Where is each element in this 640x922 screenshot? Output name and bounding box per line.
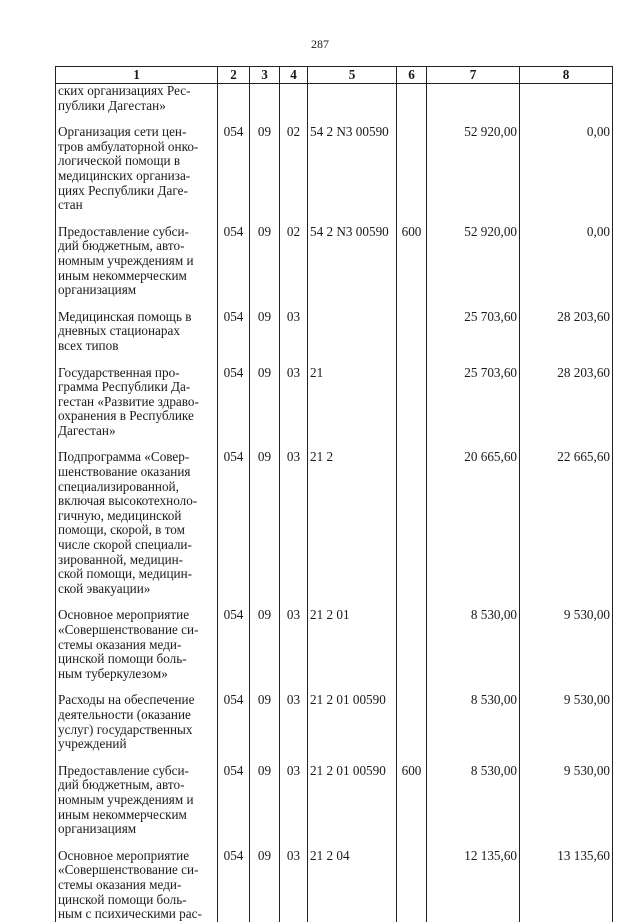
name-line: шенствование оказания	[58, 464, 191, 480]
table-row	[56, 693, 613, 751]
column-header: 3	[250, 67, 280, 84]
name-line: тров амбулаторной онко-	[58, 138, 199, 154]
cell-amount-year2: 9 530,00	[520, 764, 613, 837]
spacer-cell	[308, 752, 397, 764]
spacer-cell	[250, 837, 280, 849]
column-header: 5	[308, 67, 397, 84]
cell-expense-type: 600	[397, 764, 427, 837]
row-spacer	[56, 298, 613, 310]
name-line: ным туберкулезом»	[58, 665, 168, 681]
cell-section: 09	[250, 125, 280, 213]
name-line: охранения в Республике	[58, 408, 194, 424]
spacer-cell	[520, 113, 613, 125]
spacer-cell	[218, 837, 250, 849]
cell-amount-year2: 0,00	[520, 125, 613, 213]
spacer-cell	[397, 354, 427, 366]
spacer-cell	[397, 596, 427, 608]
cell-amount-year1	[427, 84, 520, 114]
row-spacer	[56, 596, 613, 608]
spacer-cell	[56, 113, 218, 125]
cell-admin-code: 054	[218, 693, 250, 751]
name-line: дий бюджетным, авто-	[58, 777, 185, 793]
cell-expense-type	[397, 608, 427, 681]
name-line: всех типов	[58, 337, 119, 353]
spacer-cell	[280, 438, 308, 450]
spacer-cell	[520, 752, 613, 764]
spacer-cell	[397, 837, 427, 849]
cell-admin-code: 054	[218, 764, 250, 837]
table-row	[56, 450, 613, 596]
spacer-cell	[56, 354, 218, 366]
cell-section: 09	[250, 693, 280, 751]
spacer-cell	[218, 596, 250, 608]
spacer-cell	[427, 354, 520, 366]
spacer-cell	[520, 596, 613, 608]
cell-target-article: 21 2 01	[308, 608, 397, 681]
name-line: номным учреждениям и	[58, 252, 194, 268]
cell-section: 09	[250, 366, 280, 439]
spacer-cell	[218, 752, 250, 764]
cell-target-article: 54 2 N3 00590	[308, 225, 397, 298]
name-line: иным некоммерческим	[58, 267, 187, 283]
cell-subsection: 03	[280, 366, 308, 439]
cell-amount-year1: 8 530,00	[427, 764, 520, 837]
cell-section: 09	[250, 225, 280, 298]
cell-section: 09	[250, 310, 280, 354]
spacer-cell	[397, 113, 427, 125]
budget-table	[55, 66, 613, 922]
cell-amount-year2	[520, 84, 613, 114]
row-spacer	[56, 213, 613, 225]
spacer-cell	[218, 213, 250, 225]
cell-expense-type	[397, 366, 427, 439]
name-line: стемы оказания меди-	[58, 876, 182, 892]
spacer-cell	[427, 596, 520, 608]
cell-admin-code: 054	[218, 125, 250, 213]
name-line: Основное мероприятие	[58, 848, 190, 863]
cell-admin-code: 054	[218, 849, 250, 922]
cell-expense-type	[397, 310, 427, 354]
table-row	[56, 84, 613, 114]
name-line: Основное мероприятие	[58, 608, 190, 623]
table-row	[56, 125, 613, 213]
name-line: публики Дагестан»	[58, 97, 166, 113]
name-line: гичную, медицинской	[58, 507, 182, 523]
name-line: включая высокотехноло-	[58, 493, 198, 509]
cell-subsection: 03	[280, 693, 308, 751]
spacer-cell	[56, 298, 218, 310]
cell-amount-year2: 28 203,60	[520, 366, 613, 439]
table-row	[56, 764, 613, 837]
cell-admin-code: 054	[218, 366, 250, 439]
cell-target-article: 21	[308, 366, 397, 439]
spacer-cell	[280, 837, 308, 849]
spacer-cell	[308, 113, 397, 125]
name-line: Организация сети цен-	[58, 125, 187, 140]
spacer-cell	[427, 213, 520, 225]
spacer-cell	[250, 213, 280, 225]
cell-admin-code: 054	[218, 608, 250, 681]
cell-amount-year1: 25 703,60	[427, 310, 520, 354]
spacer-cell	[520, 354, 613, 366]
spacer-cell	[308, 596, 397, 608]
name-line: «Совершенствование си-	[58, 862, 199, 878]
spacer-cell	[280, 113, 308, 125]
row-spacer	[56, 752, 613, 764]
cell-name	[56, 693, 218, 751]
column-header: 2	[218, 67, 250, 84]
cell-expense-type	[397, 450, 427, 596]
cell-name	[56, 450, 218, 596]
spacer-cell	[280, 752, 308, 764]
cell-target-article: 21 2 01 00590	[308, 693, 397, 751]
cell-subsection: 02	[280, 225, 308, 298]
table-row	[56, 310, 613, 354]
table-row	[56, 849, 613, 922]
name-line: зированной, медицин-	[58, 551, 184, 567]
name-line: иным некоммерческим	[58, 806, 187, 822]
name-line: деятельности (оказание	[58, 706, 191, 722]
spacer-cell	[280, 681, 308, 693]
name-line: «Совершенствование си-	[58, 622, 199, 637]
spacer-cell	[250, 596, 280, 608]
spacer-cell	[218, 438, 250, 450]
cell-expense-type	[397, 849, 427, 922]
cell-amount-year2: 22 665,60	[520, 450, 613, 596]
cell-subsection: 03	[280, 849, 308, 922]
column-header: 4	[280, 67, 308, 84]
spacer-cell	[520, 213, 613, 225]
name-line: циях Республики Даге-	[58, 182, 188, 198]
spacer-cell	[250, 752, 280, 764]
table-row	[56, 225, 613, 298]
name-line: ских организациях Рес-	[58, 83, 191, 98]
cell-subsection: 03	[280, 764, 308, 837]
spacer-cell	[56, 681, 218, 693]
cell-amount-year2: 9 530,00	[520, 608, 613, 681]
row-spacer	[56, 354, 613, 366]
name-line: учреждений	[58, 736, 127, 752]
column-header: 7	[427, 67, 520, 84]
table-row	[56, 608, 613, 681]
spacer-cell	[250, 438, 280, 450]
column-header: 1	[56, 67, 218, 84]
cell-section	[250, 84, 280, 114]
table-body	[56, 84, 613, 922]
spacer-cell	[56, 837, 218, 849]
cell-admin-code: 054	[218, 225, 250, 298]
column-header: 8	[520, 67, 613, 84]
cell-expense-type	[397, 693, 427, 751]
cell-section: 09	[250, 849, 280, 922]
row-spacer	[56, 438, 613, 450]
name-line: логической помощи в	[58, 153, 181, 169]
cell-subsection: 03	[280, 450, 308, 596]
spacer-cell	[250, 354, 280, 366]
cell-name	[56, 310, 218, 354]
cell-amount-year1: 8 530,00	[427, 608, 520, 681]
name-line: ской эвакуации»	[58, 580, 151, 596]
spacer-cell	[218, 681, 250, 693]
cell-amount-year1: 25 703,60	[427, 366, 520, 439]
cell-name	[56, 84, 218, 114]
cell-target-article: 21 2 01 00590	[308, 764, 397, 837]
cell-target-article	[308, 310, 397, 354]
table-row	[56, 366, 613, 439]
spacer-cell	[397, 213, 427, 225]
spacer-cell	[308, 298, 397, 310]
name-line: Медицинская помощь в	[58, 309, 192, 324]
cell-name	[56, 849, 218, 922]
spacer-cell	[427, 298, 520, 310]
cell-amount-year1: 20 665,60	[427, 450, 520, 596]
spacer-cell	[308, 837, 397, 849]
cell-name	[56, 764, 218, 837]
name-line: номным учреждениям и	[58, 791, 194, 807]
name-line: услуг) государственных	[58, 721, 193, 737]
spacer-cell	[250, 681, 280, 693]
cell-expense-type	[397, 84, 427, 114]
name-line: ской помощи, медицин-	[58, 566, 193, 582]
spacer-cell	[427, 113, 520, 125]
name-line: организациям	[58, 282, 137, 298]
cell-name	[56, 125, 218, 213]
spacer-cell	[308, 213, 397, 225]
name-line: дий бюджетным, авто-	[58, 238, 185, 254]
cell-target-article: 54 2 N3 00590	[308, 125, 397, 213]
header-row	[56, 67, 613, 84]
row-spacer	[56, 113, 613, 125]
spacer-cell	[308, 354, 397, 366]
name-line: ным с психическими рас-	[58, 906, 202, 922]
cell-admin-code: 054	[218, 310, 250, 354]
cell-name	[56, 225, 218, 298]
spacer-cell	[280, 213, 308, 225]
spacer-cell	[427, 438, 520, 450]
spacer-cell	[520, 681, 613, 693]
spacer-cell	[250, 113, 280, 125]
name-line: стан	[58, 197, 83, 213]
cell-section: 09	[250, 764, 280, 837]
spacer-cell	[56, 596, 218, 608]
name-line: Дагестан»	[58, 422, 116, 438]
cell-subsection: 02	[280, 125, 308, 213]
name-line: организациям	[58, 821, 137, 837]
cell-target-article: 21 2 04	[308, 849, 397, 922]
name-line: стемы оказания меди-	[58, 636, 182, 652]
cell-admin-code	[218, 84, 250, 114]
page-number: 287	[311, 37, 329, 51]
cell-target-article	[308, 84, 397, 114]
cell-amount-year1: 52 920,00	[427, 125, 520, 213]
cell-amount-year2: 13 135,60	[520, 849, 613, 922]
column-header: 6	[397, 67, 427, 84]
cell-expense-type	[397, 125, 427, 213]
name-line: дневных стационарах	[58, 323, 180, 339]
row-spacer	[56, 681, 613, 693]
cell-amount-year1: 12 135,60	[427, 849, 520, 922]
spacer-cell	[427, 837, 520, 849]
spacer-cell	[308, 681, 397, 693]
spacer-cell	[397, 752, 427, 764]
cell-amount-year1: 8 530,00	[427, 693, 520, 751]
cell-section: 09	[250, 608, 280, 681]
spacer-cell	[218, 113, 250, 125]
spacer-cell	[280, 354, 308, 366]
name-line: числе скорой специали-	[58, 537, 192, 553]
spacer-cell	[520, 837, 613, 849]
spacer-cell	[520, 438, 613, 450]
cell-subsection: 03	[280, 608, 308, 681]
name-line: Подпрограмма «Совер-	[58, 450, 190, 465]
name-line: цинской помощи боль-	[58, 891, 187, 907]
spacer-cell	[308, 438, 397, 450]
row-spacer	[56, 837, 613, 849]
cell-subsection: 03	[280, 310, 308, 354]
cell-target-article: 21 2	[308, 450, 397, 596]
spacer-cell	[427, 752, 520, 764]
spacer-cell	[56, 213, 218, 225]
spacer-cell	[397, 438, 427, 450]
spacer-cell	[250, 298, 280, 310]
cell-section: 09	[250, 450, 280, 596]
spacer-cell	[280, 596, 308, 608]
cell-name	[56, 608, 218, 681]
name-line: Государственная про-	[58, 365, 180, 380]
spacer-cell	[397, 681, 427, 693]
name-line: Расходы на обеспечение	[58, 693, 195, 708]
name-line: медицинских организа-	[58, 167, 191, 183]
name-line: помощи, скорой, в том	[58, 522, 185, 538]
spacer-cell	[218, 298, 250, 310]
cell-amount-year2: 28 203,60	[520, 310, 613, 354]
spacer-cell	[427, 681, 520, 693]
cell-amount-year2: 9 530,00	[520, 693, 613, 751]
cell-amount-year2: 0,00	[520, 225, 613, 298]
cell-amount-year1: 52 920,00	[427, 225, 520, 298]
spacer-cell	[56, 438, 218, 450]
name-line: Предоставление субси-	[58, 763, 189, 778]
name-line: грамма Республики Да-	[58, 379, 191, 395]
cell-name	[56, 366, 218, 439]
name-line: специализированной,	[58, 478, 179, 494]
name-line: гестан «Развитие здраво-	[58, 393, 199, 409]
spacer-cell	[218, 354, 250, 366]
spacer-cell	[520, 298, 613, 310]
name-line: Предоставление субси-	[58, 224, 189, 239]
name-line: цинской помощи боль-	[58, 651, 187, 667]
spacer-cell	[397, 298, 427, 310]
cell-admin-code: 054	[218, 450, 250, 596]
cell-subsection	[280, 84, 308, 114]
spacer-cell	[280, 298, 308, 310]
spacer-cell	[56, 752, 218, 764]
cell-expense-type: 600	[397, 225, 427, 298]
